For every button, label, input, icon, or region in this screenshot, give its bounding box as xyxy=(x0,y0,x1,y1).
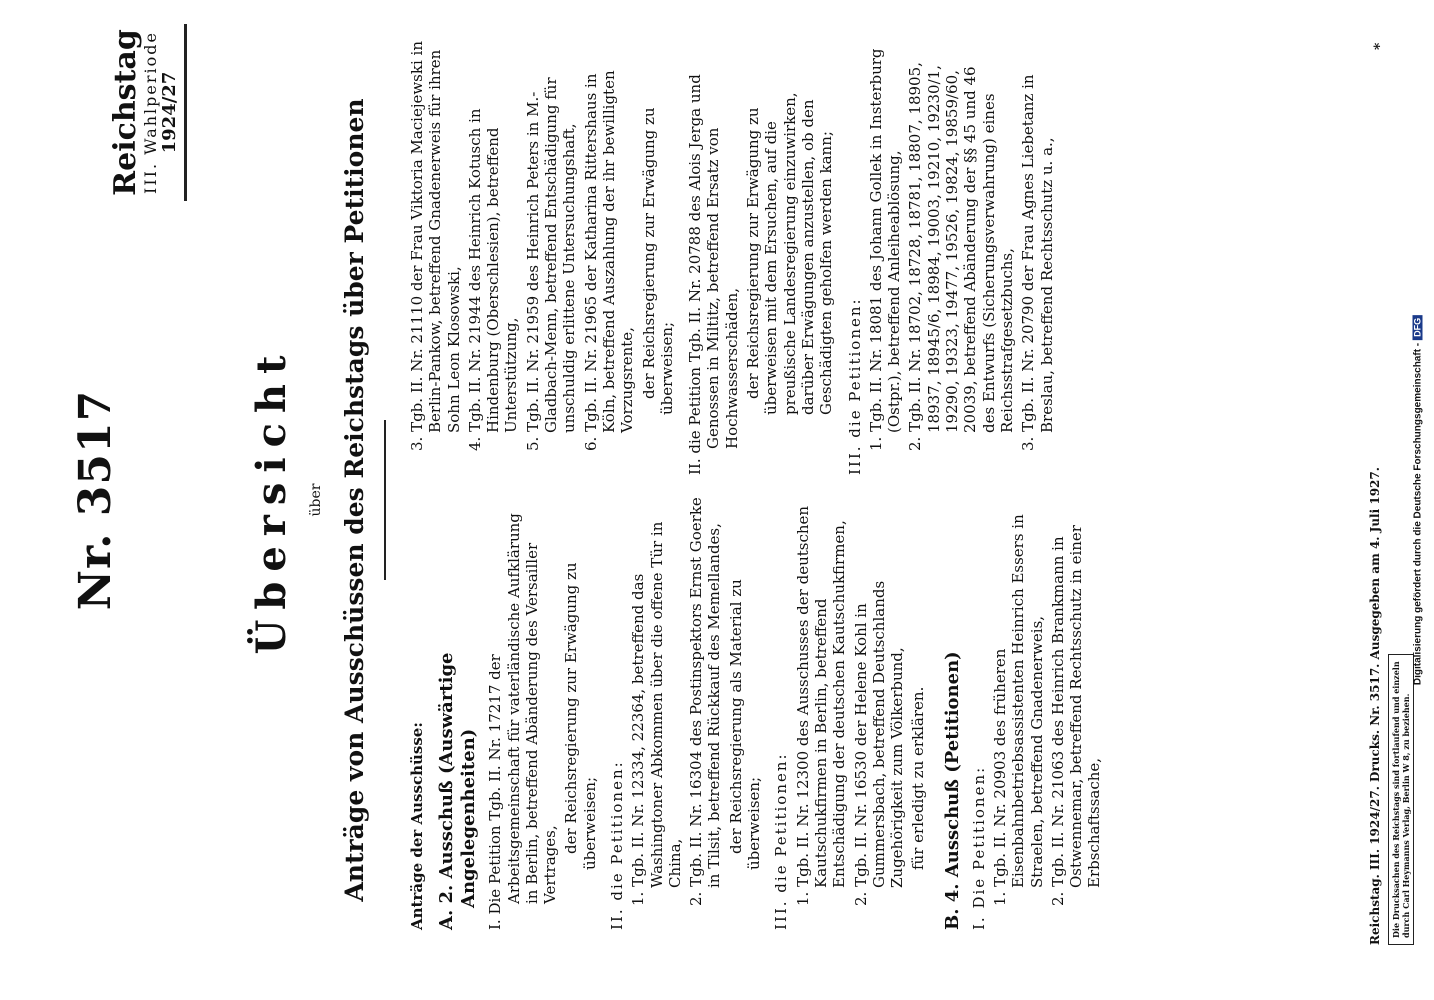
petition-a-I: I. Die Petition Tgb. II. Nr. 17217 der Arbeitsgemeinschaft für vaterländische Aufklärung in Berlin, betreffend Abänderung des Versailler Vertrages, xyxy=(486,513,560,930)
petition-a-III: III. die Petitionen: xyxy=(772,752,791,930)
masthead-reichstag: Reichstag xyxy=(108,29,143,196)
document-number: Nr. 3517 xyxy=(70,389,121,611)
title-divider xyxy=(384,420,386,580)
recommendation-a-III: für erledigt zu erklären. xyxy=(909,686,928,870)
masthead-rule xyxy=(184,24,187,201)
page-subtitle: Anträge von Ausschüssen des Reichstags über Petitionen xyxy=(340,98,369,902)
distribution-note-line2: durch Carl Heymanns Verlag, Berlin W 8, zu beziehen. xyxy=(1401,693,1411,938)
petition-a-III-1: 1. Tgb. II. Nr. 12300 des Ausschusses der deutschen Kautschukfirmen in Berlin, betreffend Entschädigung der deutschen Kautschukfirmen, xyxy=(793,505,849,906)
petition-b-I-5: 5. Tgb. II. Nr. 21959 des Heinrich Peters in M.-Gladbach-Menn, betreffend Entschädigung für unschuldig erlittene Untersuchungshaft, xyxy=(523,77,579,451)
recommendation-a-I: der Reichsregierung zur Erwägung zu überweisen; xyxy=(562,562,599,870)
petition-b-I: I. Die Petitionen: xyxy=(969,765,988,930)
antraege-heading: Anträge der Ausschüsse: xyxy=(408,722,426,930)
petition-b-III-3: 3. Tgb. II. Nr. 20790 der Frau Agnes Liebetanz in Breslau, betreffend Rechtsschutz u. a., xyxy=(1019,74,1056,451)
petition-b-II: II. die Petition Tgb. II. Nr. 20788 des Alois Jerga und Genossen in Miltitz, betreffend Ersatz von Hochwasserschäden, xyxy=(686,74,741,475)
section-b-heading: B. 4. Ausschuß (Petitionen) xyxy=(941,651,963,930)
page-title: Übersicht xyxy=(248,345,295,655)
title-connector: über xyxy=(308,483,324,517)
right-column xyxy=(408,40,1059,475)
recommendation-b-I: der Reichsregierung zur Erwägung zu überweisen; xyxy=(639,107,676,415)
publication-footer: Reichstag. III. 1924/27. Drucks. Nr. 3517. Ausgegeben am 4. Juli 1927. xyxy=(1368,467,1382,945)
distribution-note xyxy=(1388,654,1414,945)
petition-b-III: III. die Petitionen: xyxy=(845,297,864,475)
petition-a-II: II. die Petitionen: xyxy=(607,760,626,930)
petition-b-I-4: 4. Tgb. II. Nr. 21944 des Heinrich Kotusch in Hindenburg (Oberschlesien), betreffend Unterstützung, xyxy=(465,108,521,451)
masthead-wahlperiode: III. Wahlperiode xyxy=(141,31,161,194)
recommendation-a-II: der Reichsregierung als Material zu überweisen; xyxy=(726,579,764,870)
left-column xyxy=(408,495,1107,930)
petition-b-III-2: 2. Tgb. II. Nr. 18702, 18728, 18781, 18807, 18905, 18937, 18945/6, 18984, 19003, 19210, 19230/1, 19290, 19323, 19477, 19526, 19824, 19859/60, 20039, betreffend Abänderung der §§ 45 und 46 des Entwurfs (Sicherungsverwahrung) eines Reichsstrafgesetzbuchs, xyxy=(906,62,1016,451)
section-a-heading: A. 2. Ausschuß (Auswärtige Angelegenheiten) xyxy=(436,652,480,930)
dfg-logo: DFG xyxy=(1413,315,1423,340)
digitization-credit-text: Digitalisierung gefördert durch die Deutsche Forschungsgemeinschaft - xyxy=(1412,342,1424,686)
petition-a-III-2: 2. Tgb. II. Nr. 16530 der Helene Kohl in Gummersbach, betreffend Deutschlands Zugehörigkeit zum Völkerbund, xyxy=(851,580,907,906)
digitization-credit xyxy=(1413,315,1424,685)
petition-b-III-1: 1. Tgb. II. Nr. 18081 des Johann Gollek in Insterburg (Ostpr.), betreffend Anleiheablösung, xyxy=(866,48,904,451)
petition-b-I-1: 1. Tgb. II. Nr. 20903 des früheren Eisenbahnbetriebsassistenten Heinrich Essers in Straelen, betreffend Gnadenerweis, xyxy=(990,514,1046,906)
petition-a-II-1: 1. Tgb. II. Nr. 12334, 22364, betreffend das Washingtoner Abkommen über die offene Tür in China, xyxy=(629,521,684,906)
petition-a-II-2: 2. Tgb. II. Nr. 16304 des Postinspektors Ernst Goerke in Tilsit, betreffend Rückkauf des Memellandes, xyxy=(687,497,724,906)
petition-b-I-6: 6. Tgb. II. Nr. 21965 der Katharina Rittershaus in Köln, betreffend Auszahlung der ihr bewilligten Vorzugsrente, xyxy=(581,70,637,451)
footer-star: * xyxy=(1372,42,1388,50)
petition-b-I-2: 2. Tgb. II. Nr. 21063 des Heinrich Brankmann in Ostwennemar, betreffend Rechtsschutz in einer Erbschaftssache, xyxy=(1048,525,1104,906)
distribution-note-line1: Die Drucksachen des Reichstags sind fortlaufend und einzeln xyxy=(1391,661,1401,938)
recommendation-b-II: der Reichsregierung zur Erwägung zu überweisen mit dem Ersuchen, auf die preußische Landesregierung einzuwirken, darüber Erwägungen anzustellen, ob den Geschädigten geholfen werden kann; xyxy=(744,92,836,415)
petition-b-I-3: 3. Tgb. II. Nr. 21110 der Frau Viktoria Maciejewski in Berlin-Pankow, betreffend Gnadenerweis für ihren Sohn Leon Klosowski, xyxy=(408,41,463,451)
masthead xyxy=(110,20,187,205)
masthead-years: 1924/27 xyxy=(158,71,180,154)
